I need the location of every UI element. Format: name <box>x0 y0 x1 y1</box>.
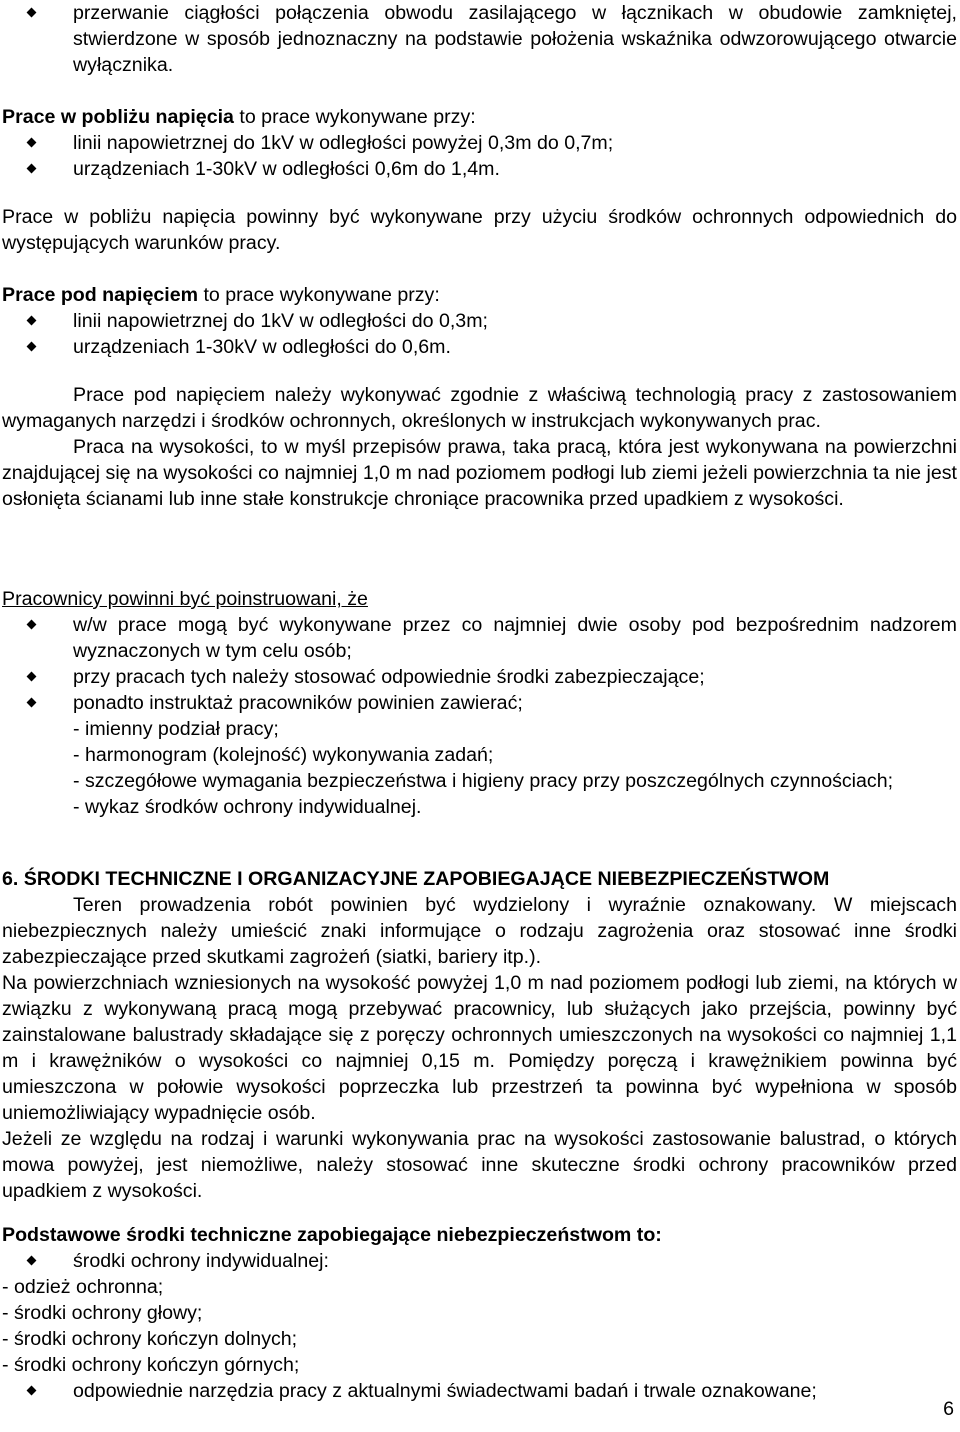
section-6-paragraph: Teren prowadzenia robót powinien być wydzielony i wyraźnie oznakowany. W miejscach niebezpiecznych należy umieścić znaki informujące o rodzaju zagrożenia oraz stosować inne środki zabezpieczające przed skutkami zagrożeń (siatki, bariery itp.). <box>2 894 957 968</box>
under-voltage-intro <box>2 282 957 308</box>
bullet-item: przerwanie ciągłości połączenia obwodu zasilającego w łącznikach w obudowie zamkniętej, stwierdzone w sposób jednoznaczny na podstawie położenia wskaźnika odwzorowującego otwarcie wyłącznika. <box>2 0 957 78</box>
bullet-item: urządzeniach 1-30kV w odległości 0,6m do 1,4m. <box>2 156 957 182</box>
section-6-heading: 6. ŚRODKI TECHNICZNE I ORGANIZACYJNE ZAPOBIEGAJĄCE NIEBEZPIECZEŃSTWOM <box>2 868 830 890</box>
near-voltage-term: Prace w pobliżu napięcia <box>2 106 234 128</box>
dash-item: - środki ochrony kończyn dolnych; <box>2 1328 298 1350</box>
under-voltage-intro-rest: to prace wykonywane przy: <box>198 284 440 306</box>
near-voltage-paragraph: Prace w pobliżu napięcia powinny być wykonywane przy użyciu środków ochronnych odpowiednich do występujących warunków pracy. <box>2 206 957 254</box>
section-disconnect <box>2 0 957 78</box>
height-work-paragraph: Praca na wysokości, to w myśl przepisów prawa, taka pracą, która jest wykonywana na powierzchni znajdującej się na wysokości co najmniej 1,0 m nad poziomem podłogi lub ziemi jeżeli powierzchnia ta nie jest osłonięta ścianami lub inne stałe konstrukcje chroniące pracownika przed upadkiem z wysokości. <box>2 436 957 510</box>
bullet-item: środki ochrony indywidualnej: <box>2 1248 957 1274</box>
dash-item: - wykaz środków ochrony indywidualnej. <box>73 796 422 818</box>
dash-item: - odzież ochronna; <box>2 1276 164 1298</box>
bullet-item: linii napowietrznej do 1kV w odległości powyżej 0,3m do 0,7m; <box>2 130 957 156</box>
page-number: 6 <box>943 1398 954 1420</box>
bullet-item: w/w prace mogą być wykonywane przez co najmniej dwie osoby pod bezpośrednim nadzorem wyznaczonych w tym celu osób; <box>2 612 957 664</box>
bullet-item: odpowiednie narzędzia pracy z aktualnymi świadectwami badań i trwale oznakowane; <box>2 1378 957 1404</box>
section-near-voltage <box>2 104 957 182</box>
section-instructions <box>2 586 957 820</box>
near-voltage-intro-rest: to prace wykonywane przy: <box>233 106 476 128</box>
section-6-paragraph: Jeżeli ze względu na rodzaj i warunki wykonywania prac na wysokości zastosowanie balustrad, o których mowa powyżej, jest niemożliwe, należy stosować inne skuteczne środki ochrony pracowników przed upadkiem z wysokości. <box>2 1128 957 1202</box>
section-6-paragraph: Na powierzchniach wzniesionych na wysokość powyżej 1,0 m nad poziomem podłogi lub ziemi, na których w związku z wykonywaną pracą mogą przebywać pracownicy, lub służących jako przejścia, powinny być zainstalowane balustrady składające się z poręczy ochronnych umieszczonych na wysokości co najmniej 1,1 m i krawężników o wysokości co najmniej 0,15 m. Pomiędzy poręczą i krawężnikiem powinna być umieszczona w połowie wysokości poprzeczka lub przestrzeń ta powinna być wypełniona w sposób uniemożliwiający wypadnięcie osób. <box>2 972 957 1124</box>
dash-item: - środki ochrony kończyn górnych; <box>2 1354 300 1376</box>
section-under-voltage <box>2 282 957 360</box>
section-6 <box>2 866 957 1204</box>
near-voltage-intro <box>2 104 957 130</box>
bullet-item: przy pracach tych należy stosować odpowiednie środki zabezpieczające; <box>2 664 957 690</box>
near-voltage-paragraph-block <box>2 204 957 256</box>
dash-item: - imienny podział pracy; <box>73 718 279 740</box>
bullet-item: linii napowietrznej do 1kV w odległości do 0,3m; <box>2 308 957 334</box>
dash-item: - harmonogram (kolejność) wykonywania zadań; <box>73 744 494 766</box>
basic-measures-heading: Podstawowe środki techniczne zapobiegające niebezpieczeństwom to: <box>2 1224 662 1246</box>
instructions-heading: Pracownicy powinni być poinstruowani, że <box>2 588 368 610</box>
section-basic-measures <box>2 1222 957 1404</box>
bullet-item: ponadto instruktaż pracowników powinien zawierać; <box>2 690 957 716</box>
bullet-item: urządzeniach 1-30kV w odległości do 0,6m. <box>2 334 957 360</box>
under-voltage-paragraph: Prace pod napięciem należy wykonywać zgodnie z właściwą technologią pracy z zastosowaniem wymaganych narzędzi i środków ochronnych, określonych w instrukcjach wykonywanych prac. <box>2 384 957 432</box>
under-voltage-term: Prace pod napięciem <box>2 284 199 306</box>
dash-item: - środki ochrony głowy; <box>2 1302 203 1324</box>
dash-item: - szczegółowe wymagania bezpieczeństwa i higieny pracy przy poszczególnych czynnościach; <box>73 770 894 792</box>
under-voltage-paragraphs <box>2 382 957 512</box>
